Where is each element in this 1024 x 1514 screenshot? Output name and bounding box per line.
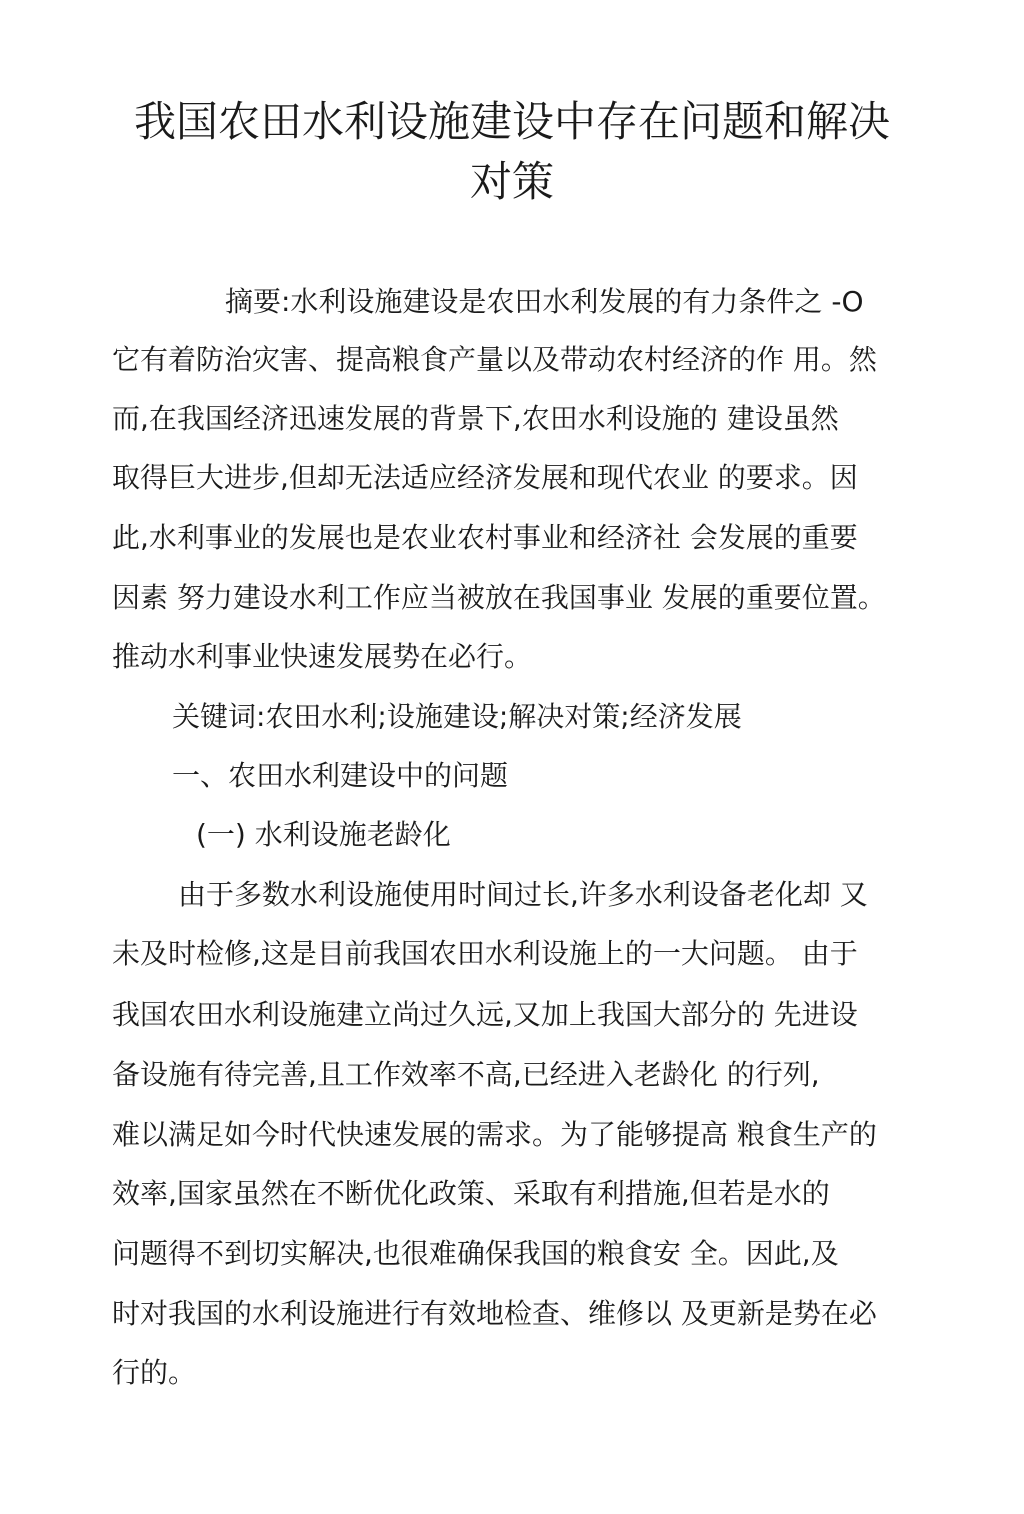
abstract-line-1: 摘要:水利设施建设是农田水利发展的有力条件之 -O — [225, 285, 864, 318]
abstract-line-7: 推动水利事业快速发展势在必行。 — [112, 640, 533, 673]
abstract-line-5: 此,水利事业的发展也是农业农村事业和经济社 会发展的重要 — [112, 521, 858, 554]
section-heading-1: 一、农田水利建设中的问题 — [172, 759, 509, 792]
title-line-1: 我国农田水利设施建设中存在问题和解决 — [133, 97, 890, 146]
body-line-3: 我国农田水利设施建立尚过久远,又加上我国大部分的 先进设 — [112, 998, 858, 1031]
body-line-9: 行的。 — [112, 1356, 197, 1389]
abstract-line-3: 而,在我国经济迅速发展的背景下,农田水利设施的 建设虽然 — [112, 402, 839, 435]
abstract-line-4: 取得巨大进步,但却无法适应经济发展和现代农业 的要求。因 — [112, 461, 858, 494]
subsection-heading-1: (一) 水利设施老龄化 — [196, 818, 451, 851]
body-line-1: 由于多数水利设施使用时间过长,许多水利设备老化却 又 — [178, 878, 868, 911]
body-line-2: 未及时检修,这是目前我国农田水利设施上的一大问题。 由于 — [112, 937, 858, 970]
document-title — [112, 92, 912, 212]
title-line-2: 对策 — [469, 157, 554, 206]
body-line-7: 问题得不到切实解决,也很难确保我国的粮食安 全。因此,及 — [112, 1237, 839, 1270]
abstract-line-2: 它有着防治灾害、提高粮食产量以及带动农村经济的作 用。然 — [112, 343, 877, 376]
abstract-line-6: 因素 努力建设水利工作应当被放在我国事业 发展的重要位置。 — [112, 581, 886, 614]
body-line-6: 效率,国家虽然在不断优化政策、采取有利措施,但若是水的 — [112, 1177, 830, 1210]
body-line-8: 时对我国的水利设施进行有效地检查、维修以 及更新是势在必 — [112, 1297, 877, 1330]
body-line-5: 难以满足如今时代快速发展的需求。为了能够提高 粮食生产的 — [112, 1118, 877, 1151]
keywords: 关键词:农田水利;设施建设;解决对策;经济发展 — [172, 700, 742, 733]
body-line-4: 备设施有待完善,且工作效率不高,已经进入老龄化 的行列, — [112, 1058, 820, 1091]
